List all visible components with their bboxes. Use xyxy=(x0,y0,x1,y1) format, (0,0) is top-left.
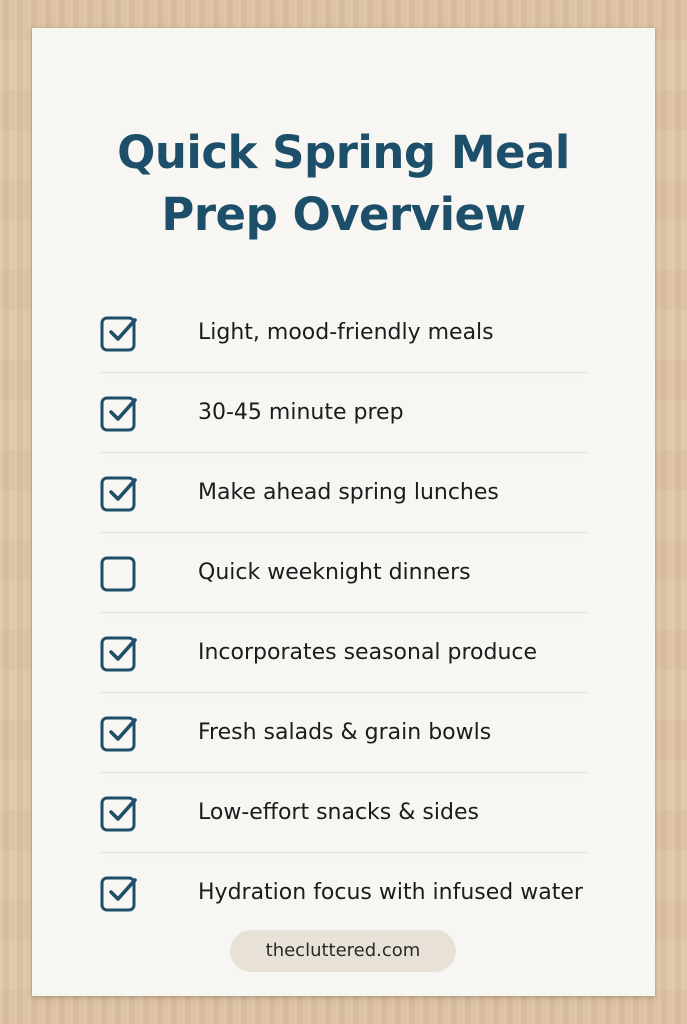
page-title xyxy=(32,122,655,246)
checklist-item[interactable] xyxy=(100,373,588,453)
checklist-item[interactable] xyxy=(100,293,588,373)
overview-card xyxy=(32,28,655,996)
checkbox-checked-icon[interactable] xyxy=(100,634,138,672)
checklist-item-label: Quick weeknight dinners xyxy=(198,560,471,585)
checklist-item-label: Light, mood-friendly meals xyxy=(198,320,494,345)
checklist-item-label: 30-45 minute prep xyxy=(198,400,404,425)
title-line-2: Prep Overview xyxy=(161,188,526,241)
checklist-item[interactable] xyxy=(100,853,588,933)
checkbox-checked-icon[interactable] xyxy=(100,714,138,752)
checkbox-checked-icon[interactable] xyxy=(100,314,138,352)
site-url: thecluttered.com xyxy=(265,940,421,961)
checkbox-checked-icon[interactable] xyxy=(100,794,138,832)
checklist-item-label: Low-effort snacks & sides xyxy=(198,800,479,825)
title-line-1: Quick Spring Meal xyxy=(117,126,570,179)
site-badge xyxy=(230,930,456,972)
checkbox-checked-icon[interactable] xyxy=(100,474,138,512)
checklist-item-label: Fresh salads & grain bowls xyxy=(198,720,492,745)
checklist xyxy=(100,293,588,933)
checklist-item-label: Incorporates seasonal produce xyxy=(198,640,538,665)
checklist-item-label: Make ahead spring lunches xyxy=(198,480,499,505)
checkbox-checked-icon[interactable] xyxy=(100,394,138,432)
checklist-item[interactable] xyxy=(100,613,588,693)
checkbox-checked-icon[interactable] xyxy=(100,874,138,912)
checklist-item[interactable] xyxy=(100,453,588,533)
checklist-item[interactable] xyxy=(100,773,588,853)
checklist-item[interactable] xyxy=(100,533,588,613)
checklist-item-label: Hydration focus with infused water xyxy=(198,880,583,905)
checklist-item[interactable] xyxy=(100,693,588,773)
checkbox-empty-icon[interactable] xyxy=(100,554,138,592)
